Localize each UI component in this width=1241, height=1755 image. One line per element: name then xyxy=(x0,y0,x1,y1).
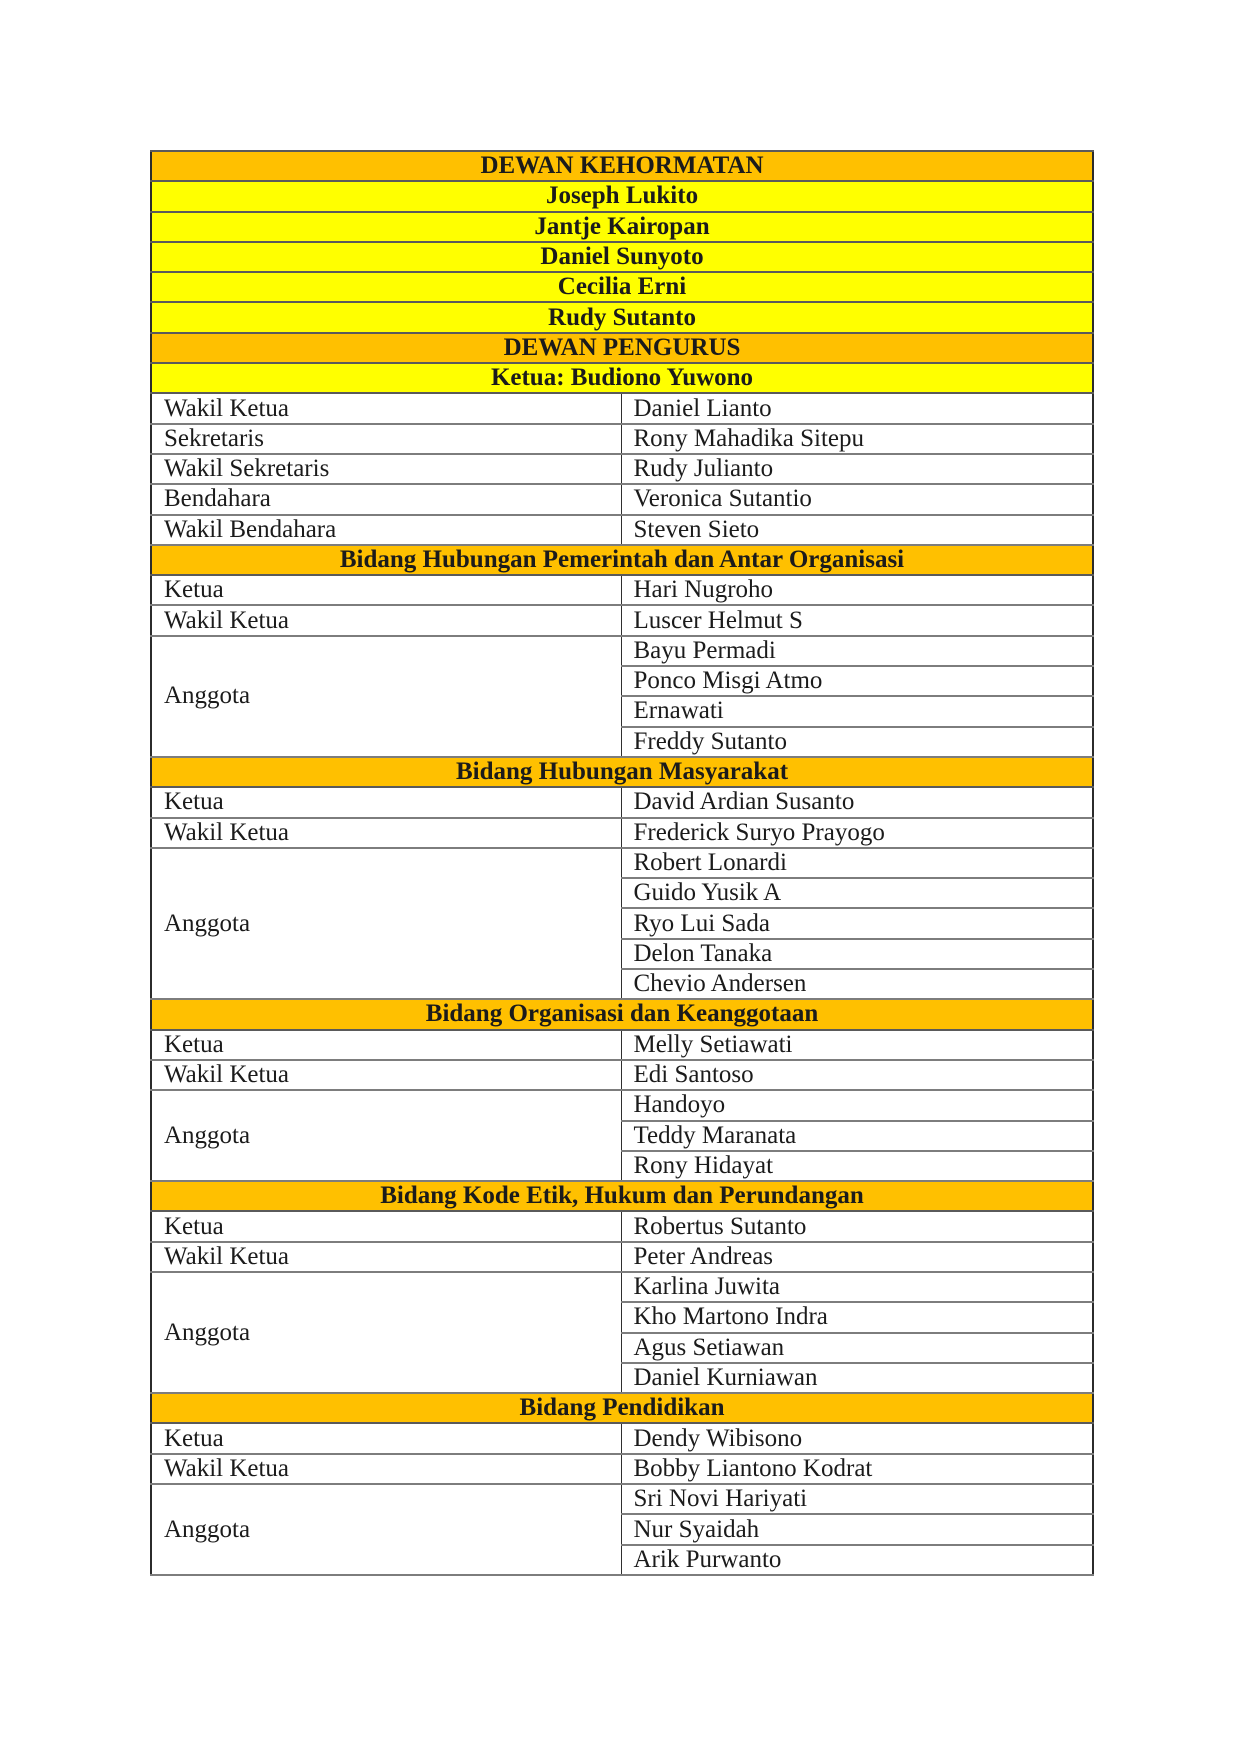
name-cell: Teddy Maranata xyxy=(621,1121,1093,1151)
role-cell: Wakil Sekretaris xyxy=(151,454,621,484)
table-row xyxy=(151,818,1093,848)
table-row xyxy=(151,999,1093,1029)
name-cell: Peter Andreas xyxy=(621,1242,1093,1272)
role-cell: Wakil Ketua xyxy=(151,818,621,848)
table-row xyxy=(151,1090,1093,1120)
table-row xyxy=(151,545,1093,575)
table-row xyxy=(151,272,1093,302)
role-cell: Anggota xyxy=(151,1484,621,1575)
table-row xyxy=(151,757,1093,787)
honor-member-cell: Rudy Sutanto xyxy=(151,302,1093,332)
honor-member-cell: Cecilia Erni xyxy=(151,272,1093,302)
name-cell: Rony Mahadika Sitepu xyxy=(621,424,1093,454)
table-row xyxy=(151,151,1093,181)
name-cell: Luscer Helmut S xyxy=(621,605,1093,635)
name-cell: Delon Tanaka xyxy=(621,939,1093,969)
name-cell: Ponco Misgi Atmo xyxy=(621,666,1093,696)
name-cell: Bobby Liantono Kodrat xyxy=(621,1454,1093,1484)
bidang-section-header: Bidang Kode Etik, Hukum dan Perundangan xyxy=(151,1181,1093,1211)
name-cell: Steven Sieto xyxy=(621,515,1093,545)
name-cell: Veronica Sutantio xyxy=(621,484,1093,514)
name-cell: Karlina Juwita xyxy=(621,1272,1093,1302)
table-row xyxy=(151,484,1093,514)
table-row xyxy=(151,1272,1093,1302)
section-header-dewan-pengurus: DEWAN PENGURUS xyxy=(151,333,1093,363)
table-row xyxy=(151,1454,1093,1484)
name-cell: Ryo Lui Sada xyxy=(621,908,1093,938)
role-cell: Wakil Ketua xyxy=(151,393,621,423)
role-cell: Ketua xyxy=(151,787,621,817)
table-row xyxy=(151,787,1093,817)
name-cell: Ernawati xyxy=(621,696,1093,726)
name-cell: Kho Martono Indra xyxy=(621,1302,1093,1332)
name-cell: David Ardian Susanto xyxy=(621,787,1093,817)
role-cell: Anggota xyxy=(151,636,621,757)
table-row xyxy=(151,1484,1093,1514)
name-cell: Robert Lonardi xyxy=(621,848,1093,878)
role-cell: Anggota xyxy=(151,1090,621,1181)
bidang-section-header: Bidang Pendidikan xyxy=(151,1393,1093,1423)
role-cell: Ketua xyxy=(151,1211,621,1241)
table-row xyxy=(151,515,1093,545)
table-row xyxy=(151,1242,1093,1272)
organization-table-body xyxy=(151,151,1093,1575)
name-cell: Agus Setiawan xyxy=(621,1333,1093,1363)
role-cell: Wakil Ketua xyxy=(151,1060,621,1090)
role-cell: Anggota xyxy=(151,1272,621,1393)
table-row xyxy=(151,242,1093,272)
pengurus-ketua-cell: Ketua: Budiono Yuwono xyxy=(151,363,1093,393)
role-cell: Wakil Ketua xyxy=(151,1242,621,1272)
table-row xyxy=(151,1030,1093,1060)
role-cell: Ketua xyxy=(151,575,621,605)
name-cell: Edi Santoso xyxy=(621,1060,1093,1090)
bidang-section-header: Bidang Organisasi dan Keanggotaan xyxy=(151,999,1093,1029)
table-row xyxy=(151,605,1093,635)
role-cell: Ketua xyxy=(151,1030,621,1060)
table-row xyxy=(151,454,1093,484)
name-cell: Handoyo xyxy=(621,1090,1093,1120)
table-row xyxy=(151,181,1093,211)
table-row xyxy=(151,1060,1093,1090)
name-cell: Chevio Andersen xyxy=(621,969,1093,999)
honor-member-cell: Daniel Sunyoto xyxy=(151,242,1093,272)
bidang-section-header: Bidang Hubungan Masyarakat xyxy=(151,757,1093,787)
table-row xyxy=(151,1393,1093,1423)
name-cell: Sri Novi Hariyati xyxy=(621,1484,1093,1514)
role-cell: Sekretaris xyxy=(151,424,621,454)
name-cell: Rudy Julianto xyxy=(621,454,1093,484)
name-cell: Frederick Suryo Prayogo xyxy=(621,818,1093,848)
section-header-dewan-kehormatan: DEWAN KEHORMATAN xyxy=(151,151,1093,181)
table-row xyxy=(151,636,1093,666)
table-row xyxy=(151,575,1093,605)
table-row xyxy=(151,1211,1093,1241)
name-cell: Dendy Wibisono xyxy=(621,1423,1093,1453)
name-cell: Bayu Permadi xyxy=(621,636,1093,666)
table-row xyxy=(151,848,1093,878)
honor-member-cell: Joseph Lukito xyxy=(151,181,1093,211)
table-row xyxy=(151,424,1093,454)
table-row xyxy=(151,1423,1093,1453)
name-cell: Arik Purwanto xyxy=(621,1545,1093,1575)
table-row xyxy=(151,302,1093,332)
name-cell: Guido Yusik A xyxy=(621,878,1093,908)
name-cell: Freddy Sutanto xyxy=(621,727,1093,757)
role-cell: Wakil Bendahara xyxy=(151,515,621,545)
name-cell: Hari Nugroho xyxy=(621,575,1093,605)
name-cell: Melly Setiawati xyxy=(621,1030,1093,1060)
role-cell: Wakil Ketua xyxy=(151,1454,621,1484)
honor-member-cell: Jantje Kairopan xyxy=(151,212,1093,242)
name-cell: Nur Syaidah xyxy=(621,1514,1093,1544)
role-cell: Anggota xyxy=(151,848,621,999)
table-row xyxy=(151,393,1093,423)
role-cell: Ketua xyxy=(151,1423,621,1453)
name-cell: Rony Hidayat xyxy=(621,1151,1093,1181)
table-row xyxy=(151,1181,1093,1211)
name-cell: Robertus Sutanto xyxy=(621,1211,1093,1241)
name-cell: Daniel Kurniawan xyxy=(621,1363,1093,1393)
table-row xyxy=(151,363,1093,393)
role-cell: Wakil Ketua xyxy=(151,605,621,635)
table-row xyxy=(151,333,1093,363)
name-cell: Daniel Lianto xyxy=(621,393,1093,423)
table-row xyxy=(151,212,1093,242)
bidang-section-header: Bidang Hubungan Pemerintah dan Antar Organisasi xyxy=(151,545,1093,575)
role-cell: Bendahara xyxy=(151,484,621,514)
organization-table xyxy=(150,150,1094,1576)
